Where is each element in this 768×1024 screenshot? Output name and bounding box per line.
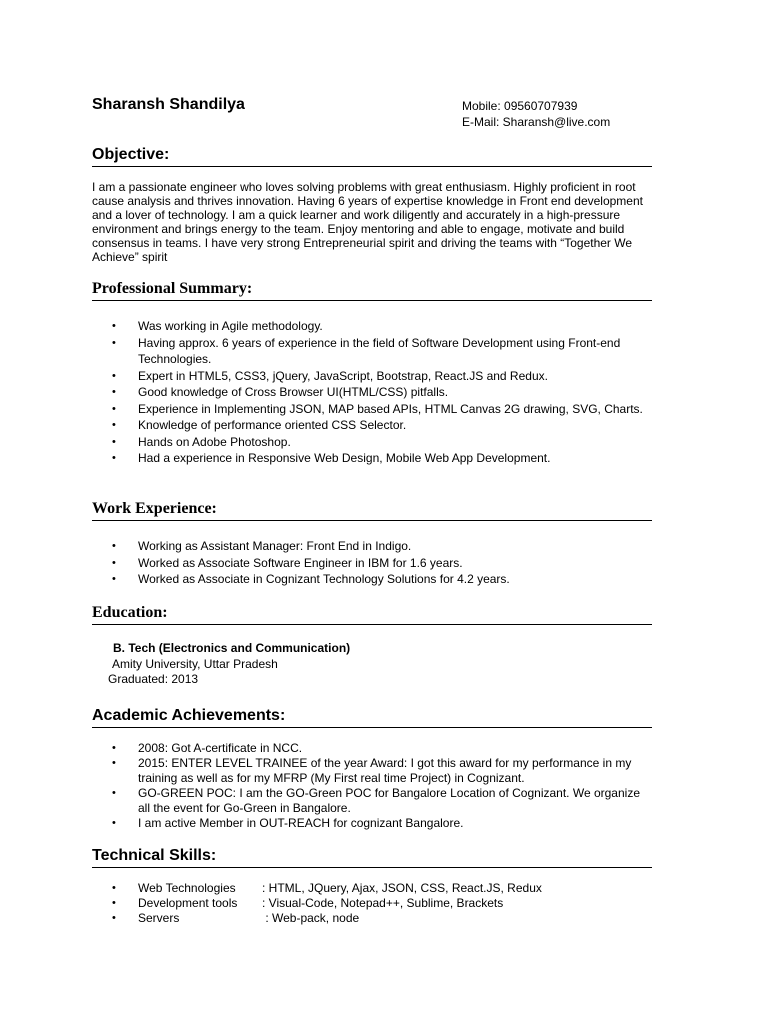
list-item: • Working as Assistant Manager: Front End in Indigo. bbox=[112, 538, 647, 555]
graduation-year: Graduated: 2013 bbox=[108, 672, 199, 686]
skill-category: • Development tools bbox=[138, 896, 238, 910]
list-item: • Had a experience in Responsive Web Design, Mobile Web App Development. bbox=[112, 450, 647, 467]
technical-skills-heading: Technical Skills: bbox=[92, 846, 652, 868]
degree: B. Tech (Electronics and Communication) bbox=[113, 641, 351, 655]
mobile-number: Mobile: 09560707939 bbox=[462, 99, 578, 113]
objective-heading: Objective: bbox=[92, 145, 652, 167]
university: Amity University, Uttar Pradesh bbox=[112, 656, 278, 671]
list-item bbox=[112, 896, 647, 911]
technical-skills-list bbox=[112, 881, 647, 926]
list-item: • 2008: Got A-certificate in NCC. bbox=[112, 741, 647, 756]
skill-values: : HTML, JQuery, Ajax, JSON, CSS, React.JS, Redux bbox=[262, 881, 542, 895]
candidate-name: Sharansh Shandilya bbox=[92, 96, 245, 113]
list-item: • Hands on Adobe Photoshop. bbox=[112, 434, 647, 451]
professional-summary-list bbox=[112, 318, 647, 467]
professional-summary-heading: Professional Summary: bbox=[92, 279, 652, 301]
academic-achievements-heading: Academic Achievements: bbox=[92, 706, 652, 728]
education-details bbox=[108, 641, 350, 688]
skill-values: : Web-pack, node bbox=[262, 911, 360, 925]
skill-category: • Servers bbox=[138, 911, 180, 925]
list-item: • Expert in HTML5, CSS3, jQuery, JavaScript, Bootstrap, React.JS and Redux. bbox=[112, 368, 647, 385]
objective-text: I am a passionate engineer who loves solving problems with great enthusiasm. Highly proficient in root cause analysis and thrives innovation. Having 6 years of expertise knowledge in Front end development and a lover of technology. I am a quick learner and work diligently and accurately in a high-pressure environment and brings energy to the team. Enjoy mentoring and able to engage, motivate and build consensus in teams. I have very strong Entrepreneurial spirit and driving the teams with “Together We Achieve” spirit bbox=[92, 180, 643, 264]
list-item: • Worked as Associate Software Engineer in IBM for 1.6 years. bbox=[112, 555, 647, 572]
list-item: • Knowledge of performance oriented CSS Selector. bbox=[112, 417, 647, 434]
contact-info bbox=[462, 98, 610, 130]
list-item: • Experience in Implementing JSON, MAP based APIs, HTML Canvas 2G drawing, SVG, Charts. bbox=[112, 401, 647, 418]
education-heading: Education: bbox=[92, 603, 652, 625]
academic-achievements-list bbox=[112, 741, 647, 831]
list-item: • Worked as Associate in Cognizant Technology Solutions for 4.2 years. bbox=[112, 571, 647, 588]
work-experience-list bbox=[112, 538, 647, 588]
list-item: • Having approx. 6 years of experience in the field of Software Development using Front-end Technologies. bbox=[112, 335, 647, 368]
list-item: • Good knowledge of Cross Browser UI(HTML/CSS) pitfalls. bbox=[112, 384, 647, 401]
skill-values: : Visual-Code, Notepad++, Sublime, Brackets bbox=[262, 896, 504, 910]
list-item bbox=[112, 911, 647, 926]
skill-category: • Web Technologies bbox=[138, 881, 236, 895]
email-address: E-Mail: Sharansh@live.com bbox=[462, 115, 611, 129]
list-item: • I am active Member in OUT-REACH for cognizant Bangalore. bbox=[112, 816, 647, 831]
list-item bbox=[112, 881, 647, 896]
list-item: • Was working in Agile methodology. bbox=[112, 318, 647, 335]
work-experience-heading: Work Experience: bbox=[92, 499, 652, 521]
list-item: • 2015: ENTER LEVEL TRAINEE of the year Award: I got this award for my performance in my training as well as for my MFRP (My First real time Project) in Cognizant. bbox=[112, 756, 647, 786]
list-item: • GO-GREEN POC: I am the GO-Green POC for Bangalore Location of Cognizant. We organize all the event for Go-Green in Bangalore. bbox=[112, 786, 647, 816]
